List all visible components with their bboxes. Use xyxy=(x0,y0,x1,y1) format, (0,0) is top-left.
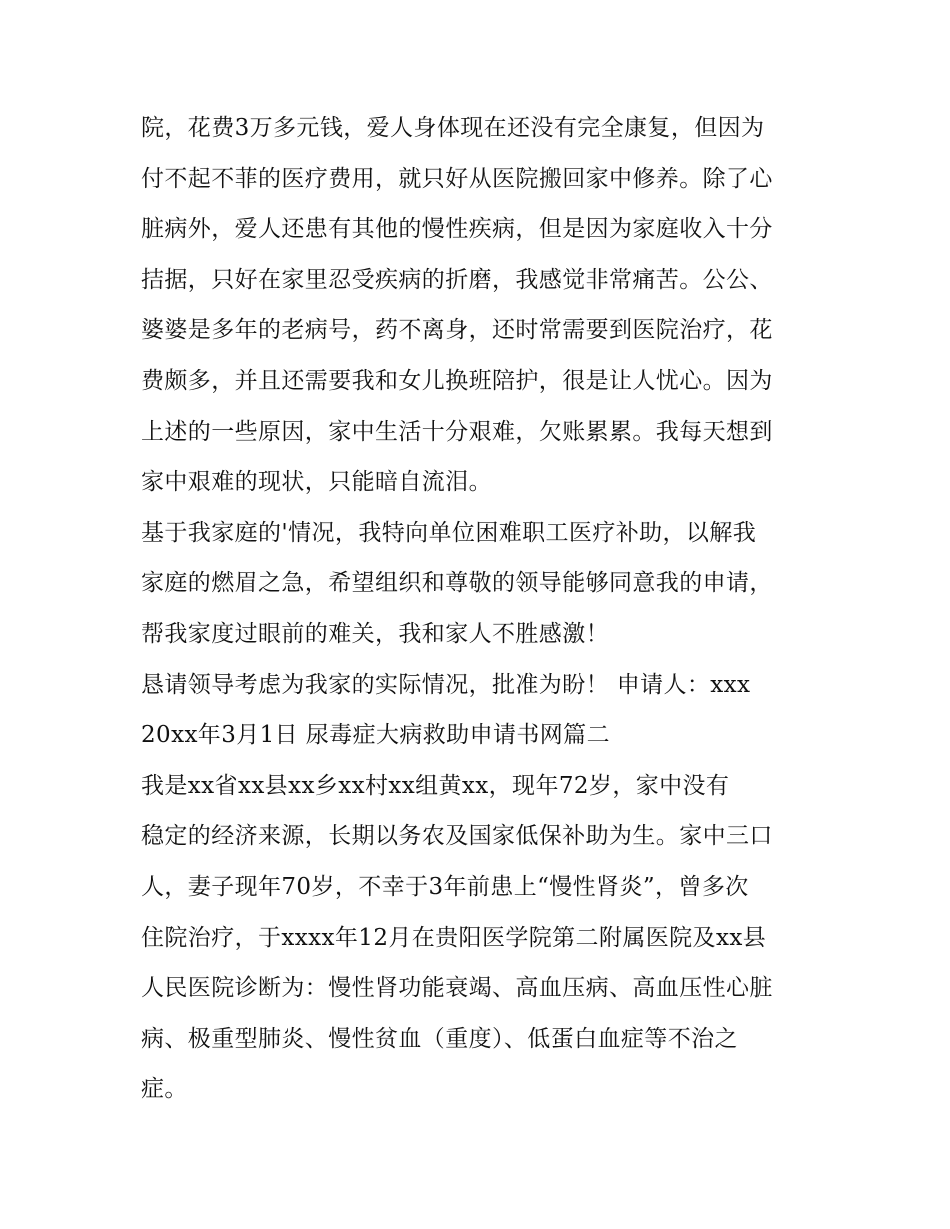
text-line: 人民医院诊断为：慢性肾功能衰竭、高血压病、高血压性心脏 xyxy=(141,975,773,1002)
text-line: 院，花费3万多元钱，爱人身体现在还没有完全康复，但因为 xyxy=(141,115,765,141)
text-line: 婆婆是多年的老病号，药不离身，还时常需要到医院治疗，花 xyxy=(141,317,773,344)
text-line: 症。 xyxy=(141,1076,188,1103)
text-line: 帮我家度过眼前的难关，我和家人不胜感激！ xyxy=(141,620,609,647)
text-line: 拮据，只好在家里忍受疾病的折磨，我感觉非常痛苦。公公、 xyxy=(141,266,773,293)
text-line: 基于我家庭的'情况，我特向单位困难职工医疗补助，以解我 xyxy=(141,519,757,546)
body-text xyxy=(141,103,821,1115)
text-line: 恳请领导考虑为我家的实际情况，批准为盼！ 申请人：xxx xyxy=(141,671,751,698)
text-line: 住院治疗，于xxxx年12月在贵阳医学院第二附属医院及xx县 xyxy=(141,924,767,951)
text-line: 病、极重型肺炎、慢性贫血（重度）、低蛋白血症等不治之 xyxy=(141,1025,738,1052)
text-line: 付不起不菲的医疗费用，就只好从医院搬回家中修养。除了心 xyxy=(141,165,773,192)
text-line: 我是xx省xx县xx乡xx村xx组黄xx，现年72岁，家中没有 xyxy=(141,772,730,799)
text-line: 人，妻子现年70岁，不幸于3年前患上“慢性肾炎”，曾多次 xyxy=(141,873,749,900)
text-line: 家庭的燃眉之急，希望组织和尊敬的领导能够同意我的申请， xyxy=(141,570,773,597)
text-line: 家中艰难的现状，只能暗自流泪。 xyxy=(141,469,492,496)
text-line: 上述的一些原因，家中生活十分艰难，欠账累累。我每天想到 xyxy=(141,418,773,445)
text-line: 脏病外，爱人还患有其他的慢性疾病，但是因为家庭收入十分 xyxy=(141,216,773,243)
text-line: 费颇多，并且还需要我和女儿换班陪护，很是让人忧心。因为 xyxy=(141,367,773,394)
section-heading-line: 20xx年3月1日 尿毒症大病救助申请书网篇二 xyxy=(141,722,610,749)
text-line: 稳定的经济来源，长期以务农及国家低保补助为生。家中三口 xyxy=(141,823,773,850)
